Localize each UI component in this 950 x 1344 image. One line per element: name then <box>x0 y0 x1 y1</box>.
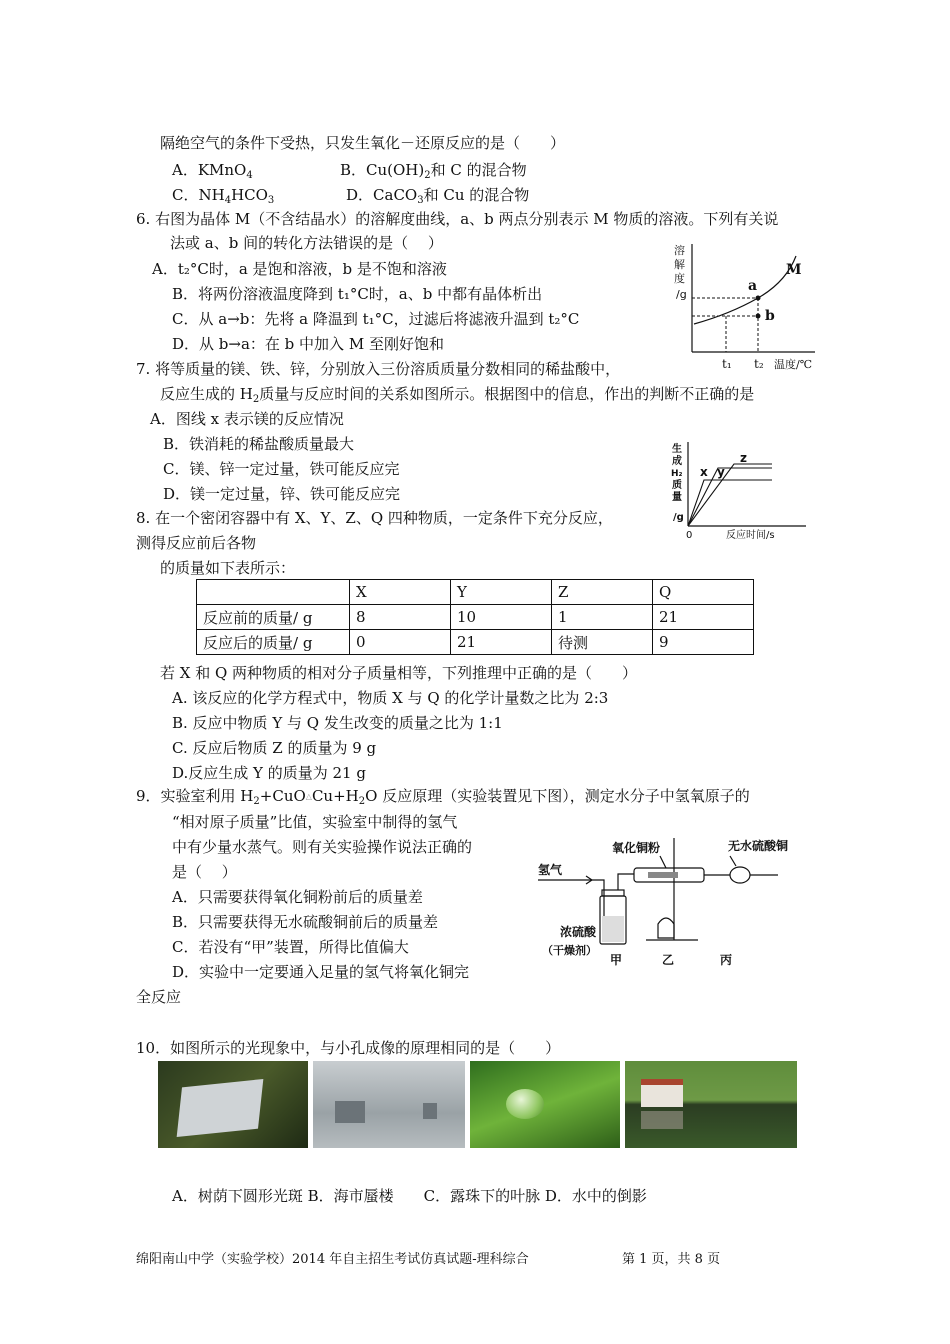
mirage-tower <box>423 1103 437 1119</box>
q5-stem: 隔绝空气的条件下受热，只发生氧化－还原反应的是（ ） <box>160 134 566 152</box>
label-a: a <box>748 278 758 294</box>
photo-mirage <box>313 1061 465 1148</box>
label-yi: 乙 <box>662 953 675 967</box>
q7-option-a: A．图线 x 表示镁的反应情况 <box>150 410 344 428</box>
q8-stem-line1: 8. 在一个密闭容器中有 X、Y、Z、Q 四种物质，一定条件下充分反应， <box>136 509 613 527</box>
table-cell: 21 <box>451 630 552 655</box>
table-row <box>197 605 754 630</box>
q7-option-d: D．镁一定过量，锌、铁可能反应完 <box>163 485 401 503</box>
q8-option-a: A. 该反应的化学方程式中，物质 X 与 Q 的化学计量数之比为 2:3 <box>172 689 609 707</box>
cuo-powder <box>648 872 678 878</box>
q6-stem-line1: 6. 右图为晶体 M（不含结晶水）的溶解度曲线，a、b 两点分别表示 M 物质的溶液。下列有关说 <box>136 210 779 228</box>
label-t2: t₂ <box>754 357 764 371</box>
table-cell: 0 <box>350 630 451 655</box>
h2-ylabel-3: H₂ <box>671 469 683 479</box>
point-b <box>756 314 761 319</box>
q6-stem-line2: 法或 a、b 间的转化方法错误的是（ ） <box>170 234 443 252</box>
table-cell: 8 <box>350 605 451 630</box>
label-x: x <box>700 465 708 479</box>
label-y: y <box>717 465 725 479</box>
table-cell: 1 <box>552 605 653 630</box>
label-z: z <box>740 451 747 465</box>
table-cell: Q <box>653 580 754 605</box>
q10-stem: 10．如图所示的光现象中，与小孔成像的原理相同的是（ ） <box>136 1039 561 1057</box>
solubility-ylabel-4: /g <box>676 288 687 301</box>
h2-ylabel-2: 成 <box>672 456 682 467</box>
h2-ylabel-4: 质 <box>672 480 682 491</box>
table-cell: 反应前的质量/ g <box>197 605 350 630</box>
photo-dewdrop-leaf <box>470 1061 620 1148</box>
heat-arrow: △ <box>305 792 312 801</box>
bottle-outlet <box>618 874 634 890</box>
point-a <box>756 296 761 301</box>
table-header-row <box>197 580 754 605</box>
q9-option-d: D．实验中一定要通入足量的氢气将氧化铜完 <box>172 963 470 981</box>
bottle-cap <box>602 890 624 896</box>
solubility-curve <box>694 256 796 324</box>
q7-option-c: C．镁、锌一定过量，铁可能反应完 <box>163 460 400 478</box>
q8-option-d: D.反应生成 Y 的质量为 21 g <box>172 764 366 782</box>
table-cell: 待测 <box>552 630 653 655</box>
house-reflection <box>641 1111 683 1129</box>
h2-ylabel-1: 生 <box>672 444 682 455</box>
q8-stem-line3: 的质量如下表所示： <box>160 559 296 577</box>
dewdrop <box>506 1089 544 1119</box>
paper-sheet <box>177 1079 264 1137</box>
cuo-pointer <box>660 856 666 868</box>
solubility-curve-figure <box>670 236 820 376</box>
q9-stem-line2: “相对原子质量”比值，实验室中制得的氢气 <box>172 813 458 831</box>
q9-option-b: B．只需要获得无水硫酸铜前后的质量差 <box>172 913 439 931</box>
solubility-ylabel-3: 度 <box>674 272 685 285</box>
table-cell: 10 <box>451 605 552 630</box>
hydrogen-mass-figure <box>670 438 810 546</box>
q9-stem-line1: 9．实验室利用 $H_2+CuO\triangle Cu+H_2O$ 反应原理（实验装置见下图），测定水分子中氢氧原子的 <box>136 787 750 807</box>
q9-stem-line3: 中有少量水蒸气。则有关实验操作说法正确的 <box>172 838 473 856</box>
label-b: b <box>765 308 775 324</box>
curve-label-m: M <box>786 262 802 278</box>
q5-option-d: D．CaCO$_3$和 Cu 的混合物 <box>346 186 530 206</box>
table-cell: 9 <box>653 630 754 655</box>
mass-table <box>196 579 754 655</box>
table-cell: Z <box>552 580 653 605</box>
q10-options: A．树荫下圆形光斑 B．海市蜃楼 C．露珠下的叶脉 D．水中的倒影 <box>172 1187 647 1205</box>
solubility-ylabel-1: 溶 <box>674 244 685 257</box>
q9-stem-line4: 是（ ） <box>172 863 237 881</box>
q9-option-a: A．只需要获得氧化铜粉前后的质量差 <box>172 888 423 906</box>
label-t1: t₁ <box>722 357 732 371</box>
origin-label: 0 <box>686 530 693 541</box>
acid-liquid <box>602 916 624 942</box>
label-cuso4: 无水硫酸铜 <box>728 839 789 853</box>
q7-stem-line2: 反应生成的 $H_2$质量与反应时间的关系如图所示。根据图中的信息，作出的判断不正确的是 <box>160 385 755 405</box>
label-cuo: 氧化铜粉 <box>612 841 661 855</box>
h2-xlabel: 反应时间/s <box>726 530 775 541</box>
label-h2: 氢气 <box>538 863 563 877</box>
h2-ylabel-6: /g <box>673 512 684 523</box>
label-bing: 丙 <box>720 953 733 967</box>
q6-option-b: B．将两份溶液温度降到 t₁°C时，a、b 中都有晶体析出 <box>172 285 543 303</box>
table-row <box>197 630 754 655</box>
alcohol-lamp <box>658 918 674 938</box>
table-cell: Y <box>451 580 552 605</box>
table-cell: 反应后的质量/ g <box>197 630 350 655</box>
photo-light-spots <box>158 1061 308 1148</box>
apparatus-figure <box>534 828 814 968</box>
cuso4-bulb <box>730 867 750 883</box>
label-jia: 甲 <box>610 953 623 967</box>
label-acid: 浓硫酸 <box>560 925 597 939</box>
mirage-building <box>335 1101 365 1123</box>
q9-option-d-cont: 全反应 <box>136 988 182 1006</box>
solubility-xlabel: 温度/℃ <box>774 358 813 371</box>
footer-page-number: 第 1 页，共 8 页 <box>622 1252 721 1267</box>
q8-option-b: B. 反应中物质 Y 与 Q 发生改变的质量之比为 1:1 <box>172 714 503 732</box>
q8-stem-line2: 测得反应前后各物 <box>136 534 257 552</box>
table-cell: 21 <box>653 605 754 630</box>
q6-option-c: C．从 a→b：先将 a 降温到 t₁°C，过滤后将滤液升温到 t₂°C <box>172 310 580 328</box>
label-dry: （干燥剂） <box>542 944 597 957</box>
q7-option-b: B．铁消耗的稀盐酸质量最大 <box>163 435 355 453</box>
table-cell: X <box>350 580 451 605</box>
q8-option-c: C. 反应后物质 Z 的质量为 9 g <box>172 739 377 757</box>
q9-option-c: C．若没有“甲”装置，所得比值偏大 <box>172 938 409 956</box>
q5-option-a: A．KMnO$_4$ <box>172 161 253 181</box>
q8-stem-2: 若 X 和 Q 两种物质的相对分子质量相等，下列推理中正确的是（ ） <box>160 664 638 682</box>
q7-stem-line1: 7. 将等质量的镁、铁、锌，分别放入三份溶质质量分数相同的稀盐酸中， <box>136 360 621 378</box>
footer-title: 绵阳南山中学（实验学校）2014 年自主招生考试仿真试题-理科综合 <box>136 1252 529 1267</box>
house <box>641 1079 683 1107</box>
h2-ylabel-5: 量 <box>672 492 682 503</box>
q5-option-b: B．$Cu(OH)_2$和 C 的混合物 <box>340 161 527 181</box>
q6-option-a: A．t₂°C时，a 是饱和溶液，b 是不饱和溶液 <box>152 260 447 278</box>
solubility-ylabel-2: 解 <box>674 258 685 271</box>
q6-option-d: D．从 b→a：在 b 中加入 M 至刚好饱和 <box>172 335 444 353</box>
line-x <box>688 480 772 526</box>
table-cell <box>197 580 350 605</box>
photo-reflection <box>625 1061 797 1148</box>
cuso4-pointer <box>730 856 736 866</box>
q5-option-c: C．$NH_4HCO_3$ <box>172 186 275 206</box>
